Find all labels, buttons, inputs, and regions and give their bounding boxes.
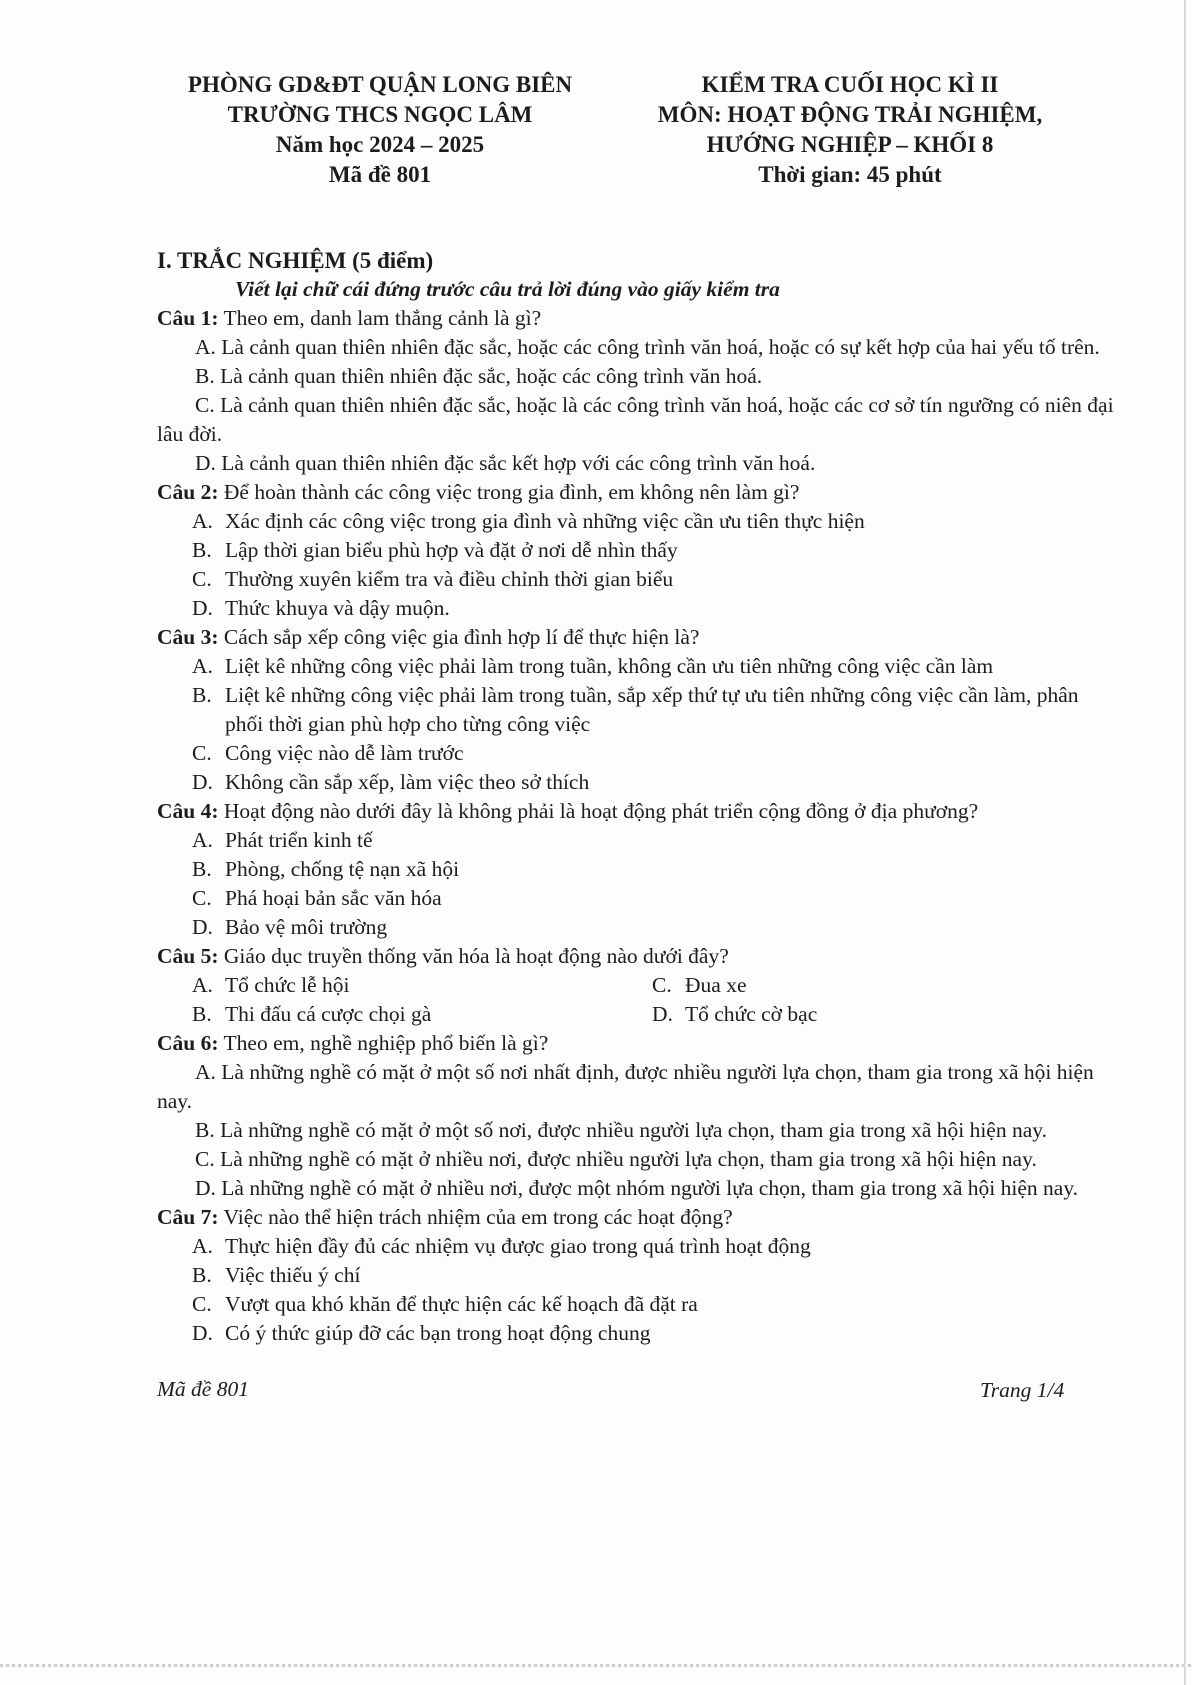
option-d [157,1319,1117,1348]
option-text: Liệt kê những công việc phải làm trong tuần, không cần ưu tiên những công việc cần làm [225,654,994,678]
option-letter: D. [652,1002,673,1026]
option-d [157,594,1117,623]
question-label: Câu 7: [157,1205,219,1229]
option-c [652,971,1112,1000]
option-text: Vượt qua khó khăn để thực hiện các kế hoạch đã đặt ra [225,1292,698,1316]
option-b [157,855,1117,884]
header-exam [610,70,1090,190]
option-row [157,1000,1117,1029]
option-text: Lập thời gian biểu phù hợp và đặt ở nơi dễ nhìn thấy [225,538,678,562]
option-c [157,739,1117,768]
option-b [157,536,1117,565]
option-a [157,507,1117,536]
option-b [157,1261,1117,1290]
footer-exam-code: Mã đề 801 [157,1377,249,1401]
option-letter: C. [652,973,672,997]
option-d: D. Là cảnh quan thiên nhiên đặc sắc kết hợp với các công trình văn hoá. [195,451,816,475]
option-d [157,913,1117,942]
exam-content [157,246,1117,1348]
header-subject-line1: MÔN: HOẠT ĐỘNG TRẢI NGHIỆM, [657,102,1043,127]
question-stem [157,623,1117,652]
scan-edge [1184,0,1186,1685]
option-c [157,565,1117,594]
option-text: Phá hoại bản sắc văn hóa [225,886,442,910]
option-b: B. Là cảnh quan thiên nhiên đặc sắc, hoặc các công trình văn hoá. [195,364,763,388]
option-d: D. Là những nghề có mặt ở nhiều nơi, được một nhóm người lựa chọn, tham gia trong xã hội hiện nay. [195,1176,1079,1200]
option-a: A. Là cảnh quan thiên nhiên đặc sắc, hoặc các công trình văn hoá, hoặc có sự kết hợp của hai yếu tố trên. [195,335,1100,359]
question-label: Câu 4: [157,799,219,823]
question-stem [157,1203,1117,1232]
question-label: Câu 3: [157,625,219,649]
option-letter: C. [192,1292,212,1316]
option-a [157,1232,1117,1261]
option-letter: A. [192,1234,213,1258]
option-text: Công việc nào dễ làm trước [225,741,464,765]
option-text: Đua xe [685,973,747,997]
option-text: Việc thiếu ý chí [225,1263,361,1287]
question-text: Việc nào thể hiện trách nhiệm của em trong các hoạt động? [218,1205,733,1229]
question-3 [157,623,1117,797]
header-school-name: TRƯỜNG THCS NGỌC LÂM [227,102,533,127]
option-letter: D. [192,915,213,939]
option-a: A. Là những nghề có mặt ở một số nơi nhất định, được nhiều người lựa chọn, tham gia trong xã hội hiện nay. [157,1060,1094,1113]
section-instruction: Viết lại chữ cái đứng trước câu trả lời đúng vào giấy kiểm tra [235,277,780,301]
option-letter: C. [192,567,212,591]
option-text: Thức khuya và dậy muộn. [225,596,450,620]
question-text: Giáo dục truyền thống văn hóa là hoạt động nào dưới đây? [218,944,729,968]
header-school [150,70,610,190]
question-stem [157,478,1117,507]
option-letter: C. [192,741,212,765]
option-b [157,681,1117,739]
header-exam-title: KIỂM TRA CUỐI HỌC KÌ II [701,72,999,97]
question-1 [157,304,1117,478]
footer-page-number: Trang 1/4 [980,1378,1065,1402]
option-text: Có ý thức giúp đỡ các bạn trong hoạt động chung [225,1321,651,1345]
question-label: Câu 6: [157,1031,219,1055]
question-5 [157,942,1117,1029]
option-b [192,1000,652,1029]
header-department: PHÒNG GD&ĐT QUẬN LONG BIÊN [187,72,573,97]
option-text: Tổ chức lễ hội [225,973,350,997]
section-title: I. TRẮC NGHIỆM (5 điểm) [157,248,434,273]
question-7 [157,1203,1117,1348]
option-letter: A. [192,654,213,678]
option-text: Thường xuyên kiểm tra và điều chỉnh thời gian biểu [225,567,674,591]
question-stem [157,797,1117,826]
option-d [157,768,1117,797]
option-text: Liệt kê những công việc phải làm trong tuần, sắp xếp thứ tự ưu tiên những công việc cần làm, phân phối thời gian phù hợp cho từng công việc [225,683,1079,736]
question-text: Theo em, nghề nghiệp phổ biến là gì? [218,1031,549,1055]
header-exam-code: Mã đề 801 [328,162,432,187]
question-stem [157,1029,1117,1058]
question-text: Để hoàn thành các công việc trong gia đình, em không nên làm gì? [218,480,800,504]
question-text: Cách sắp xếp công việc gia đình hợp lí để thực hiện là? [218,625,700,649]
question-6 [157,1029,1117,1203]
question-text: Theo em, danh lam thắng cảnh là gì? [218,306,542,330]
option-letter: B. [192,1002,212,1026]
question-label: Câu 2: [157,480,219,504]
question-2 [157,478,1117,623]
option-text: Phòng, chống tệ nạn xã hội [225,857,460,881]
question-text: Hoạt động nào dưới đây là không phải là hoạt động phát triển cộng đồng ở địa phương? [218,799,979,823]
header-school-year: Năm học 2024 – 2025 [275,132,485,157]
option-b: B. Là những nghề có mặt ở một số nơi, được nhiều người lựa chọn, tham gia trong xã hội hiện nay. [195,1118,1048,1142]
option-letter: D. [192,596,213,620]
option-text: Không cần sắp xếp, làm việc theo sở thích [225,770,590,794]
option-letter: D. [192,1321,213,1345]
option-a [192,971,652,1000]
header-subject-line2: HƯỚNG NGHIỆP – KHỐI 8 [706,132,994,157]
question-stem [157,942,1117,971]
option-letter: B. [192,1263,212,1287]
option-row [157,971,1117,1000]
option-letter: D. [192,770,213,794]
scan-bottom-edge [0,1664,1192,1667]
option-c: C. Là những nghề có mặt ở nhiều nơi, được nhiều người lựa chọn, tham gia trong xã hội hiện nay. [195,1147,1037,1171]
question-4 [157,797,1117,942]
header-duration: Thời gian: 45 phút [758,162,942,187]
option-c [157,884,1117,913]
option-letter: B. [192,538,212,562]
option-text: Bảo vệ môi trường [225,915,388,939]
option-text: Tổ chức cờ bạc [685,1002,818,1026]
option-text: Phát triển kinh tế [225,828,373,852]
option-c [157,1290,1117,1319]
option-text: Thi đấu cá cược chọi gà [225,1002,432,1026]
option-letter: C. [192,886,212,910]
option-letter: A. [192,828,213,852]
option-text: Thực hiện đầy đủ các nhiệm vụ được giao trong quá trình hoạt động [225,1234,811,1258]
option-letter: A. [192,973,213,997]
option-text: Xác định các công việc trong gia đình và những việc cần ưu tiên thực hiện [225,509,865,533]
question-label: Câu 1: [157,306,219,330]
question-label: Câu 5: [157,944,219,968]
option-letter: B. [192,683,212,707]
option-letter: A. [192,509,213,533]
option-a [157,652,1117,681]
option-a [157,826,1117,855]
option-letter: B. [192,857,212,881]
question-stem [157,304,1117,333]
option-d [652,1000,1112,1029]
option-c: C. Là cảnh quan thiên nhiên đặc sắc, hoặc là các công trình văn hoá, hoặc các cơ sở tín ngưỡng có niên đại lâu đời. [157,393,1114,446]
